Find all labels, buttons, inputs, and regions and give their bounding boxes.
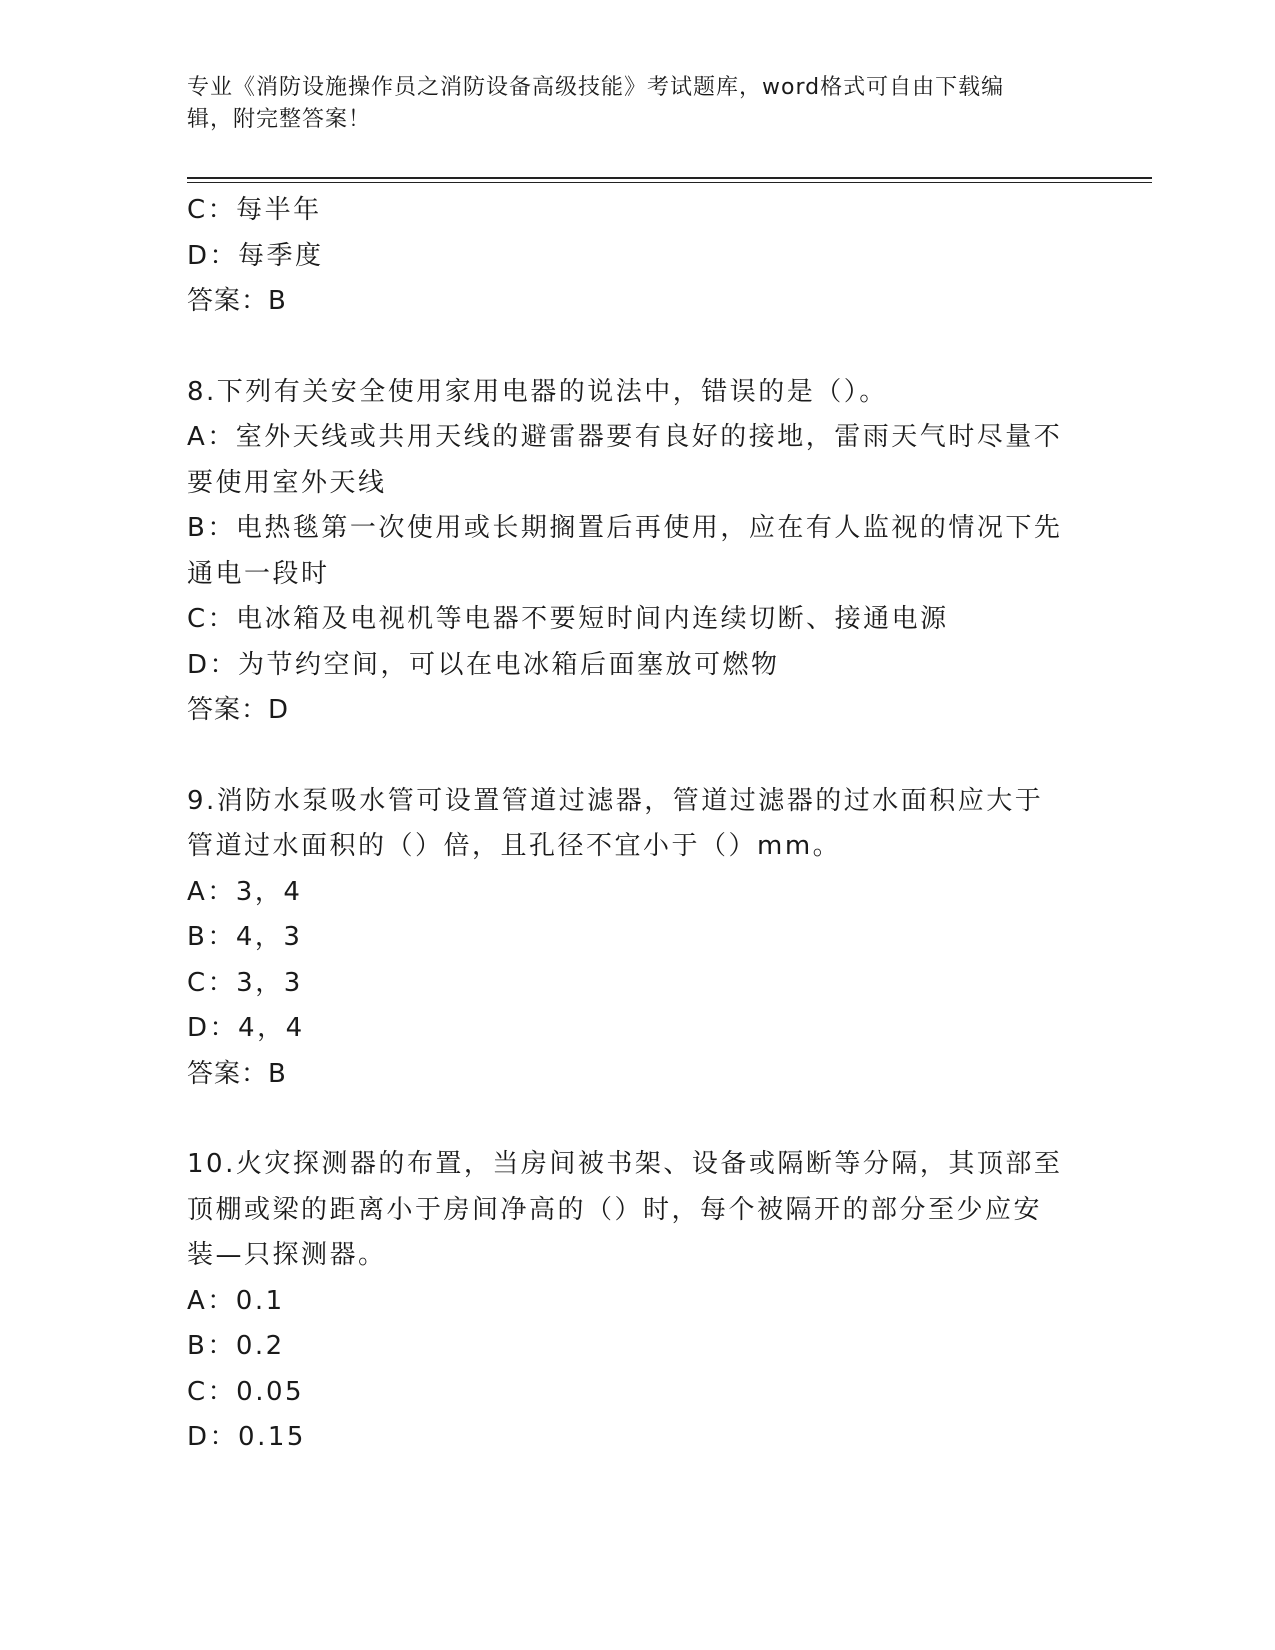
question-list bbox=[187, 188, 1087, 1461]
option-d: D：为节约空间，可以在电冰箱后面塞放可燃物 bbox=[187, 649, 780, 680]
question-stem-continued: 管道过水面积的（）倍，且孔径不宜小于（）mm。 bbox=[187, 831, 842, 861]
option-c: C：电冰箱及电视机等电器不要短时间内连续切断、接通电源 bbox=[187, 604, 949, 634]
option-d: D：每季度 bbox=[187, 240, 324, 271]
header-line-2: 辑，附完整答案！ bbox=[187, 107, 372, 132]
option-b: B：0.2 bbox=[187, 1331, 285, 1361]
option-b-continued: 通电一段时 bbox=[187, 558, 330, 589]
option-d: D：4，4 bbox=[187, 1013, 305, 1043]
question-9 bbox=[187, 779, 1087, 1098]
option-c: C：每半年 bbox=[187, 195, 322, 225]
question-stem-continued: 装—只探测器。 bbox=[187, 1240, 387, 1270]
question-stem: 10.火灾探测器的布置，当房间被书架、设备或隔断等分隔，其顶部至 bbox=[187, 1149, 1063, 1179]
spacer bbox=[187, 325, 1087, 370]
option-c: C：3，3 bbox=[187, 967, 303, 998]
question-stem: 9.消防水泵吸水管可设置管道过滤器，管道过滤器的过水面积应大于 bbox=[187, 785, 1044, 816]
spacer bbox=[187, 1097, 1087, 1142]
header-divider-thick bbox=[187, 177, 1152, 179]
option-a: A：3，4 bbox=[187, 876, 303, 907]
answer: 答案：D bbox=[187, 695, 290, 725]
question-8 bbox=[187, 370, 1087, 734]
question-stem-continued: 顶棚或梁的距离小于房间净高的（）时，每个被隔开的部分至少应安 bbox=[187, 1194, 1043, 1225]
document-header bbox=[187, 72, 1067, 136]
option-c: C：0.05 bbox=[187, 1376, 305, 1407]
option-d: D：0.15 bbox=[187, 1422, 306, 1452]
option-a-continued: 要使用室外天线 bbox=[187, 467, 387, 498]
header-line-1: 专业《消防设施操作员之消防设备高级技能》考试题库，word格式可自由下载编 bbox=[187, 75, 1005, 100]
option-b: B：电热毯第一次使用或长期搁置后再使用，应在有人监视的情况下先 bbox=[187, 513, 1063, 543]
answer: 答案：B bbox=[187, 286, 287, 316]
option-a: A：室外天线或共用天线的避雷器要有良好的接地，雷雨天气时尽量不 bbox=[187, 422, 1063, 452]
question-stem: 8.下列有关安全使用家用电器的说法中，错误的是（）。 bbox=[187, 376, 888, 407]
header-divider-thin bbox=[187, 182, 1152, 183]
option-b: B：4，3 bbox=[187, 922, 303, 952]
question-10 bbox=[187, 1142, 1087, 1461]
prev-question bbox=[187, 188, 1087, 325]
spacer bbox=[187, 734, 1087, 779]
option-a: A：0.1 bbox=[187, 1285, 285, 1316]
answer: 答案：B bbox=[187, 1058, 287, 1089]
